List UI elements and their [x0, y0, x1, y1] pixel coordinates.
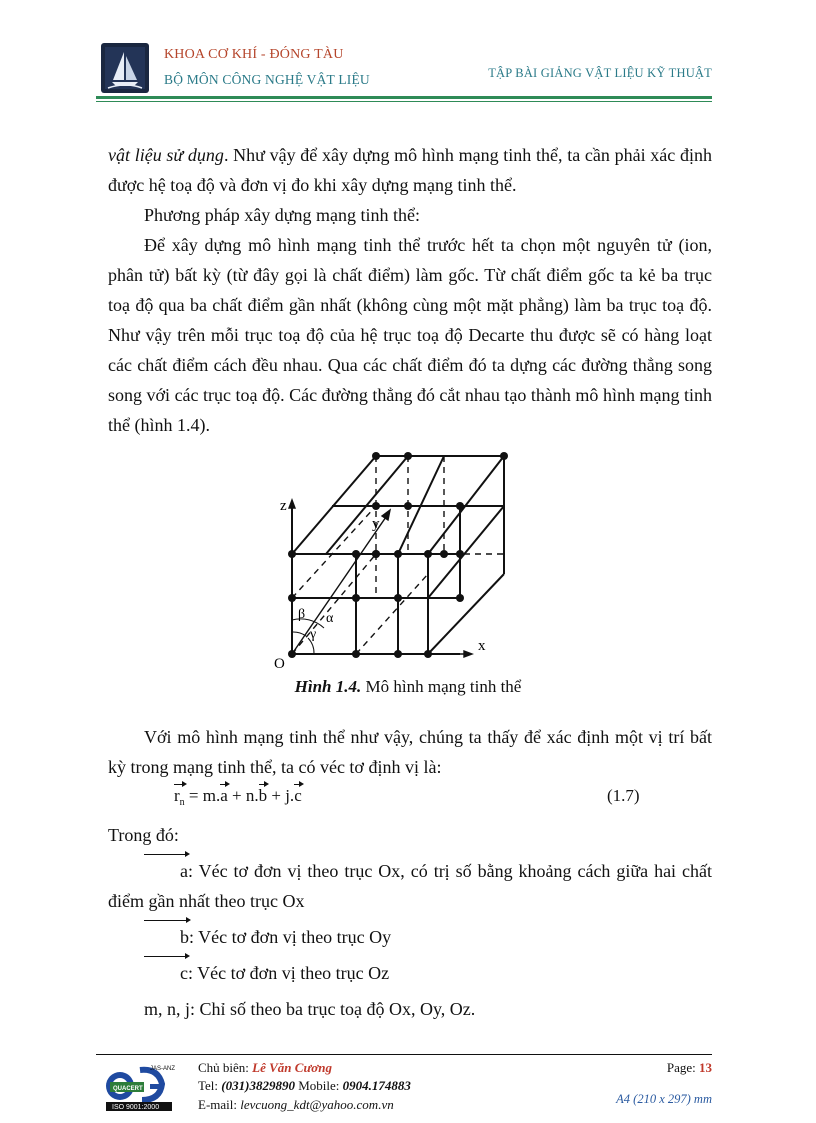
crystal-lattice-figure	[268, 434, 508, 670]
definition-indices	[108, 994, 712, 1024]
equation-number: (1.7)	[607, 786, 640, 805]
definition-a	[108, 856, 712, 916]
figure-caption	[0, 677, 816, 697]
paper-size: A4 (210 x 297) mm	[616, 1092, 712, 1106]
paragraph-method	[108, 200, 712, 230]
header-divider-thin	[96, 101, 712, 102]
vector-r	[174, 786, 185, 808]
vector-b-symbol: b	[144, 922, 189, 952]
editor-line	[198, 1060, 332, 1076]
definition-text: : Véc tơ đơn vị theo trục Ox, có trị số bằng khoảng cách giữa hai chất điểm gần nhất theo trục Ox	[108, 861, 712, 911]
vector-a-symbol: a	[144, 856, 188, 886]
italic-phrase: vật liệu sử dụng	[108, 145, 224, 165]
vector-r-letter: r	[174, 786, 180, 805]
position-vector-formula	[174, 786, 302, 808]
paragraph-text: Trong đó:	[108, 825, 179, 845]
formula-plus-n: + n.	[227, 786, 259, 805]
mobile-number: 0904.174883	[342, 1078, 411, 1093]
page-value: 13	[699, 1060, 712, 1075]
vector-b: b	[258, 786, 268, 805]
editor-name: Lê Văn Cương	[252, 1060, 332, 1075]
department-name: KHOA CƠ KHÍ - ĐÓNG TÀU	[164, 47, 344, 62]
footer-divider	[96, 1054, 712, 1055]
axis-label-z: z	[280, 498, 287, 514]
origin-label: O	[274, 656, 285, 670]
formula-eq: = m.	[184, 786, 221, 805]
page-number	[667, 1060, 712, 1076]
course-title: TẬP BÀI GIẢNG VẬT LIỆU KỸ THUẬT	[488, 66, 712, 80]
formula-plus-j: + j.	[267, 786, 295, 805]
mobile-label: Mobile:	[294, 1078, 343, 1093]
paragraph-text: Phương pháp xây dựng mạng tinh thể:	[144, 205, 421, 225]
axis-label-y: y	[372, 516, 380, 532]
paragraph-construction	[108, 230, 712, 440]
tel-number: (031)3829890	[221, 1078, 295, 1093]
email-label: E-mail:	[198, 1097, 241, 1112]
definition-c	[108, 958, 712, 988]
caption-label: Hình 1.4.	[294, 677, 362, 696]
logo-bottom-text: ISO 9001:2000	[112, 1104, 160, 1111]
vector-a: a	[220, 786, 228, 805]
angle-alpha: α	[326, 611, 334, 626]
quacert-logo	[100, 1062, 178, 1112]
definition-text: m, n, j: Chỉ số theo ba trục toạ độ Ox, Oy, Oz.	[144, 999, 476, 1019]
paragraph-text: Để xây dựng mô hình mạng tinh thể trước hết ta chọn một nguyên tử (ion, phân tử) bất kỳ (từ đây gọi là chất điểm) làm gốc. Từ chất điểm gốc ta kẻ ba trục toạ độ qua ba chất điểm gần nhất (không cùng một mặt phẳng) làm ba trục toạ độ. Như vậy trên mỗi trục toạ độ của hệ trục toạ độ Decarte thu được sẽ có hàng loạt các chất điểm cách đều nhau. Qua các chất điểm đó ta dựng các đường thẳng song song với các trục toạ độ. Các đường thẳng đó cắt nhau tạo thành mô hình mạng tinh thể (hình 1.4).	[108, 235, 712, 435]
university-logo	[100, 42, 150, 94]
page-label: Page:	[666, 1060, 699, 1075]
division-name: BỘ MÔN CÔNG NGHỆ VẬT LIỆU	[164, 72, 370, 87]
caption-text: Mô hình mạng tinh thể	[361, 677, 522, 696]
paragraph-position-vector	[108, 722, 712, 782]
paragraph-text: Với mô hình mạng tinh thể như vậy, chúng ta thấy để xác định một vị trí bất kỳ trong mạng tinh thể, ta có véc tơ định vị là:	[108, 727, 712, 777]
vector-c: c	[294, 786, 302, 805]
logo-top-text: JAS-ANZ	[150, 1066, 176, 1072]
angle-beta: β	[298, 607, 306, 622]
definition-text: : Véc tơ đơn vị theo trục Oz	[188, 963, 390, 983]
definition-b	[108, 922, 712, 952]
angle-gamma: γ	[310, 627, 317, 642]
email-address: levcuong_kdt@yahoo.com.vn	[240, 1097, 394, 1112]
paragraph-where	[108, 820, 712, 850]
tel-label: Tel:	[198, 1078, 222, 1093]
vector-c-symbol: c	[144, 958, 188, 988]
email-line	[198, 1097, 394, 1113]
paragraph-intro	[108, 140, 712, 200]
paragraph-text: . Như vậy để xây dựng mô hình mạng tinh thể, ta cần phải xác định được hệ toạ độ và đơn vị đo khi xây dựng mạng tinh thể.	[108, 145, 712, 195]
definition-text: : Véc tơ đơn vị theo trục Oy	[189, 927, 392, 947]
editor-label: Chủ biên:	[198, 1060, 253, 1075]
logo-mid-text: QUACERT	[113, 1086, 143, 1092]
header-divider	[96, 96, 712, 99]
vector-r-subscript: n	[179, 797, 185, 808]
axis-label-x: x	[478, 638, 486, 654]
contact-line	[198, 1078, 411, 1094]
